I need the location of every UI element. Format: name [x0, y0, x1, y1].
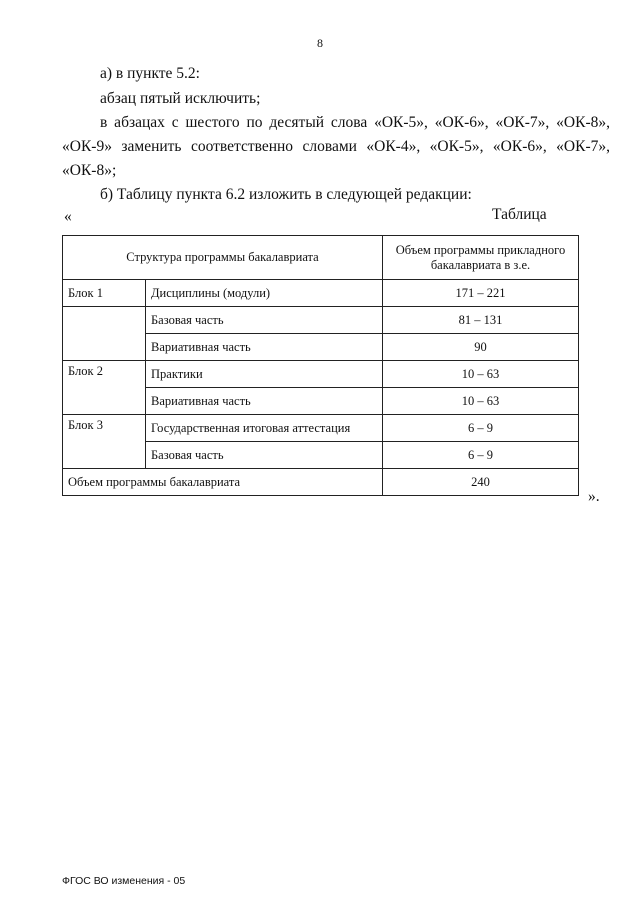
value-cell: 6 – 9	[383, 415, 579, 442]
close-quote: ».	[588, 488, 600, 505]
table-row	[63, 361, 579, 388]
value-cell: 10 – 63	[383, 361, 579, 388]
table-row	[63, 307, 579, 334]
table-header-row	[63, 236, 579, 280]
header-structure: Структура программы бакалавриата	[63, 236, 383, 280]
part-cell: Базовая часть	[146, 307, 383, 334]
header-volume: Объем программы прикладного бакалавриата в з.е.	[383, 236, 579, 280]
page-number: 8	[317, 36, 323, 50]
paragraph-c: в абзацах с шестого по десятый слова «ОК-5», «ОК-6», «ОК-7», «ОК-8», «ОК-9» заменить соответственно словами «ОК-4», «ОК-5», «ОК-6», «ОК-7», «ОК-8»;	[62, 114, 610, 179]
open-quote: «	[64, 208, 72, 225]
block-cell: Блок 1	[63, 280, 146, 307]
part-cell: Государственная итоговая аттестация	[146, 415, 383, 442]
paragraph-b: абзац пятый исключить;	[100, 90, 261, 107]
part-cell: Вариативная часть	[146, 388, 383, 415]
part-cell: Дисциплины (модули)	[146, 280, 383, 307]
part-cell: Вариативная часть	[146, 334, 383, 361]
table-total-row	[63, 469, 579, 496]
value-cell: 81 – 131	[383, 307, 579, 334]
block-cell: Блок 3	[63, 415, 146, 469]
value-cell: 10 – 63	[383, 388, 579, 415]
block-cell	[63, 307, 146, 361]
part-cell: Базовая часть	[146, 442, 383, 469]
footer-label: ФГОС ВО изменения - 05	[62, 875, 186, 887]
total-value: 240	[383, 469, 579, 496]
value-cell: 90	[383, 334, 579, 361]
value-cell: 6 – 9	[383, 442, 579, 469]
table-caption: Таблица	[492, 206, 547, 223]
value-cell: 171 – 221	[383, 280, 579, 307]
paragraph-a: а) в пункте 5.2:	[100, 65, 200, 82]
program-structure-table	[62, 235, 579, 496]
total-label: Объем программы бакалавриата	[63, 469, 383, 496]
part-cell: Практики	[146, 361, 383, 388]
table-row	[63, 415, 579, 442]
paragraph-d: б) Таблицу пункта 6.2 изложить в следующей редакции:	[100, 186, 472, 203]
block-cell: Блок 2	[63, 361, 146, 415]
table-row	[63, 280, 579, 307]
